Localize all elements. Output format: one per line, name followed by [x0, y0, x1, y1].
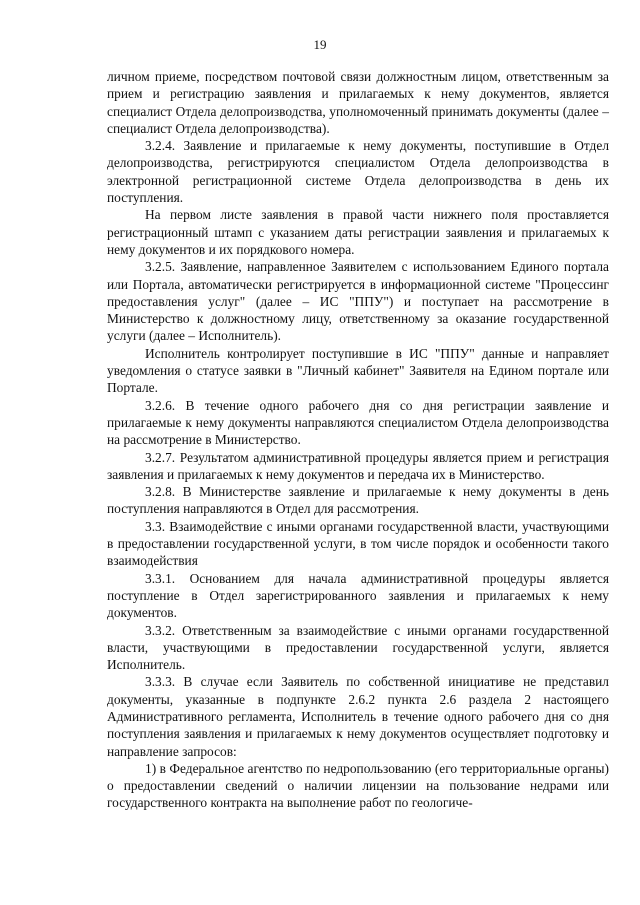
document-body — [107, 68, 609, 812]
paragraph: личном приеме, посредством почтовой связи должностным лицом, ответственным за прием и регистрацию заявления и прилагаемых к нему документов, является специалист Отдела делопроизводства, уполномоченный принимать документы (далее – специалист Отдела делопроизводства). — [107, 69, 609, 136]
section-heading-3-3: 3.3. Взаимодействие с иными органами государственной власти, участвующими в предоставлении государственной услуги, в том числе порядок и особенности такого взаимодействия — [107, 518, 609, 569]
page-number: 19 — [313, 37, 327, 52]
paragraph: На первом листе заявления в правой части нижнего поля проставляется регистрационный штамп с указанием даты регистрации заявления и прилагаемых к нему документов и их порядкового номера. — [107, 207, 609, 257]
paragraph: 3.2.6. В течение одного рабочего дня со дня регистрации заявление и прилагаемые к нему документы направляются специалистом Отдела делопроизводства на рассмотрение в Министерство. — [107, 397, 609, 448]
list-item: 1) в Федеральное агентство по недропользованию (его территориальные органы) о предоставлении сведений о наличии лицензии на пользование недрами или государственного контракта на выполнение работ по геологиче- — [107, 760, 609, 811]
paragraph: 3.2.5. Заявление, направленное Заявителем с использованием Единого портала или Портала, автоматически регистрируется в информационной системе "Процессинг предоставления услуг" (далее – ИС "ППУ") и поступает на рассмотрение в Министерство к должностному лицу, ответственному за оказание государственной услуги (далее – Исполнитель). — [107, 259, 609, 344]
paragraph: 3.2.7. Результатом административной процедуры является прием и регистрация заявления и прилагаемых к нему документов и передача их в Министерство. — [107, 449, 609, 482]
paragraph: 3.2.8. В Министерстве заявление и прилагаемые к нему документы в день поступления направляются в Отдел для рассмотрения. — [107, 484, 609, 517]
paragraph: 3.2.4. Заявление и прилагаемые к нему документы, поступившие в Отдел делопроизводства, регистрируются специалистом Отдела делопроизводства в электронной регистрационной системе Отдела делопроизводства в день их поступления. — [107, 138, 609, 206]
paragraph: 3.3.1. Основанием для начала административной процедуры является поступление в Отдел зарегистрированного заявления и прилагаемых к нему документов. — [107, 570, 609, 621]
paragraph: 3.3.2. Ответственным за взаимодействие с иными органами государственной власти, участвующими в предоставлении государственной услуги, является Исполнитель. — [107, 622, 609, 673]
paragraph: Исполнитель контролирует поступившие в ИС "ППУ" данные и направляет уведомления о статусе заявки в "Личный кабинет" Заявителя на Едином портале или Портале. — [107, 345, 609, 396]
paragraph: 3.3.3. В случае если Заявитель по собственной инициативе не представил документы, указанные в подпункте 2.6.2 пункта 2.6 раздела 2 настоящего Административного регламента, Исполнитель в течение одного рабочего дня со дня поступления заявления и прилагаемых к нему документов осуществляет подготовку и направление запросов: — [107, 674, 609, 759]
